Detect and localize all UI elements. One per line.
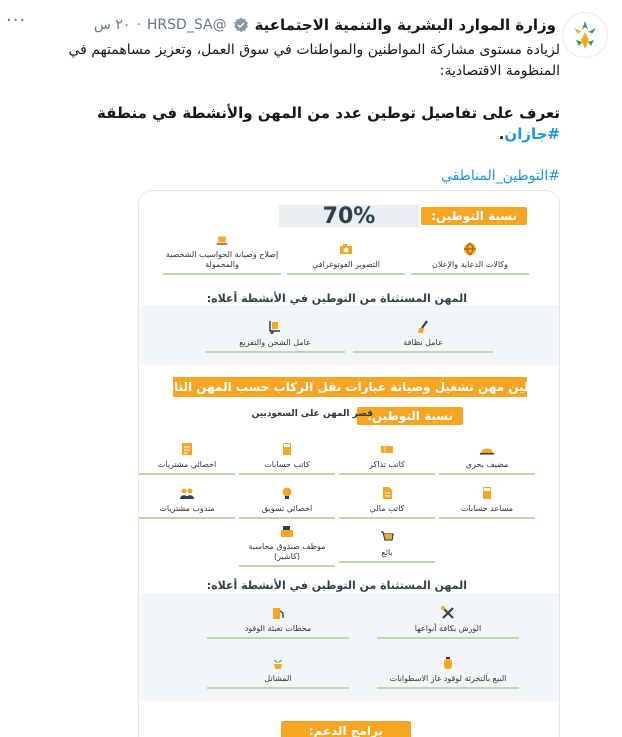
infographic-image[interactable] [138,190,560,737]
job-label: إصلاح وصيانة الحواسيب الشخصية والمحمولة [165,250,279,269]
account-name[interactable]: وزارة الموارد البشرية والتنمية الاجتماعية [254,16,556,34]
job-label: عامل نظافة [403,338,443,347]
rate-label-2: نسبة التوطين: [357,407,463,425]
job-label: محطات تعبئة الوقود [244,624,312,633]
job-item [207,649,349,689]
more-options-icon[interactable]: ··· [6,10,27,31]
job-item [439,435,535,475]
calculator-icon [479,485,495,501]
job-label: التصوير الفوتوغرافي [312,260,380,269]
register-icon [279,523,295,539]
job-label: كاتب حسابات [264,460,310,469]
job-label: موظف صندوق محاسبة (كاشير) [248,542,326,561]
job-label: عامل الشحن والتفريغ [239,338,311,347]
job-label: كاتب مالي [369,504,405,513]
job-label: بائع [381,548,393,557]
bold-text: تعرف على تفاصيل توطين عدد من المهن والأنشطة في منطقة [96,104,560,122]
job-item [287,235,405,275]
rate-value: 70% [322,203,376,229]
tweet-hashtags [40,166,560,187]
job-item [411,235,529,275]
laptop-icon [214,235,230,247]
job-label: كاتب تذاكر [369,460,405,469]
rate-value-box [279,205,419,227]
broom-icon [415,319,431,335]
rate-label: نسبة التوطين: [421,207,527,225]
document-icon [379,485,395,501]
avatar[interactable] [562,12,608,58]
tweet-time[interactable]: ٢٠ س [93,17,131,33]
hashtag-regional-localization[interactable]: #التوطين_المناطقي [441,168,560,184]
job-item [339,523,435,563]
bold-end: . [498,125,505,143]
ticket-icon [379,441,395,457]
clipboard-icon [179,441,195,457]
gas-cylinder-icon [440,655,456,671]
job-item [377,649,519,689]
tweet-text-line: لزيادة مستوى مشاركة المواطنين والمواطنات في سوق العمل، وتعزيز مساهمتهم في المنظومة الاقتصادية: [68,42,560,79]
transport-banner: توطين مهن تشغيل وصيانة عبارات نقل الركاب حسب المهن التالية: [173,377,527,397]
job-label: البيع بالتجزئة لوقود غاز الاسطوانات [389,674,507,683]
camera-icon [338,241,354,257]
tweet-text [40,40,560,187]
hashtag-jazan[interactable]: #جازان [504,125,560,143]
dolly-icon [267,319,283,335]
tweet-header [94,14,556,36]
job-item [239,435,335,475]
account-handle[interactable]: @HRSD_SA [146,17,227,33]
job-label: اخصائي تسويق [261,504,313,513]
people-icon [179,485,195,501]
globe-icon [462,241,478,257]
job-item [205,313,345,353]
job-item [239,523,335,567]
support-programs-label: برامج الدعم: [281,721,411,737]
job-item [163,235,281,275]
job-item [239,479,335,519]
job-label: مندوب مشتريات [159,504,215,513]
excluded-band-1 [139,305,559,365]
tools-icon [440,605,456,621]
job-item [139,479,235,519]
job-label: وكالات الدعاية والإعلان [432,260,508,269]
job-item [139,435,235,475]
cart-icon [379,529,395,545]
job-item [377,599,519,639]
fuel-icon [270,605,286,621]
job-label: اخصائي مشتريات [157,460,217,469]
cloche-icon [479,441,495,457]
excluded-title-1: المهن المستثناة من التوطين في الأنشطة أعلاه: [207,292,467,305]
excluded-title-2: المهن المستثناة من التوطين في الأنشطة أعلاه: [207,579,467,592]
separator-dot: · [136,17,141,33]
job-label: مضيف بحري [465,460,509,469]
calculator-icon [279,441,295,457]
verified-badge-icon [233,17,249,33]
tweet-bold-line [40,103,560,145]
ministry-logo-icon [568,18,602,52]
job-label: المشاتل [264,674,292,683]
lightbulb-icon [279,485,295,501]
job-label: مساعد حسابات [460,504,514,513]
job-item [353,313,493,353]
job-item [339,479,435,519]
job-item [339,435,435,475]
rate-value-2: قصر المهن على السعوديين [251,409,373,419]
job-item [439,479,535,519]
job-label: الورش بكافة أنواعها [414,624,482,633]
plant-icon [270,655,286,671]
job-item [207,599,349,639]
